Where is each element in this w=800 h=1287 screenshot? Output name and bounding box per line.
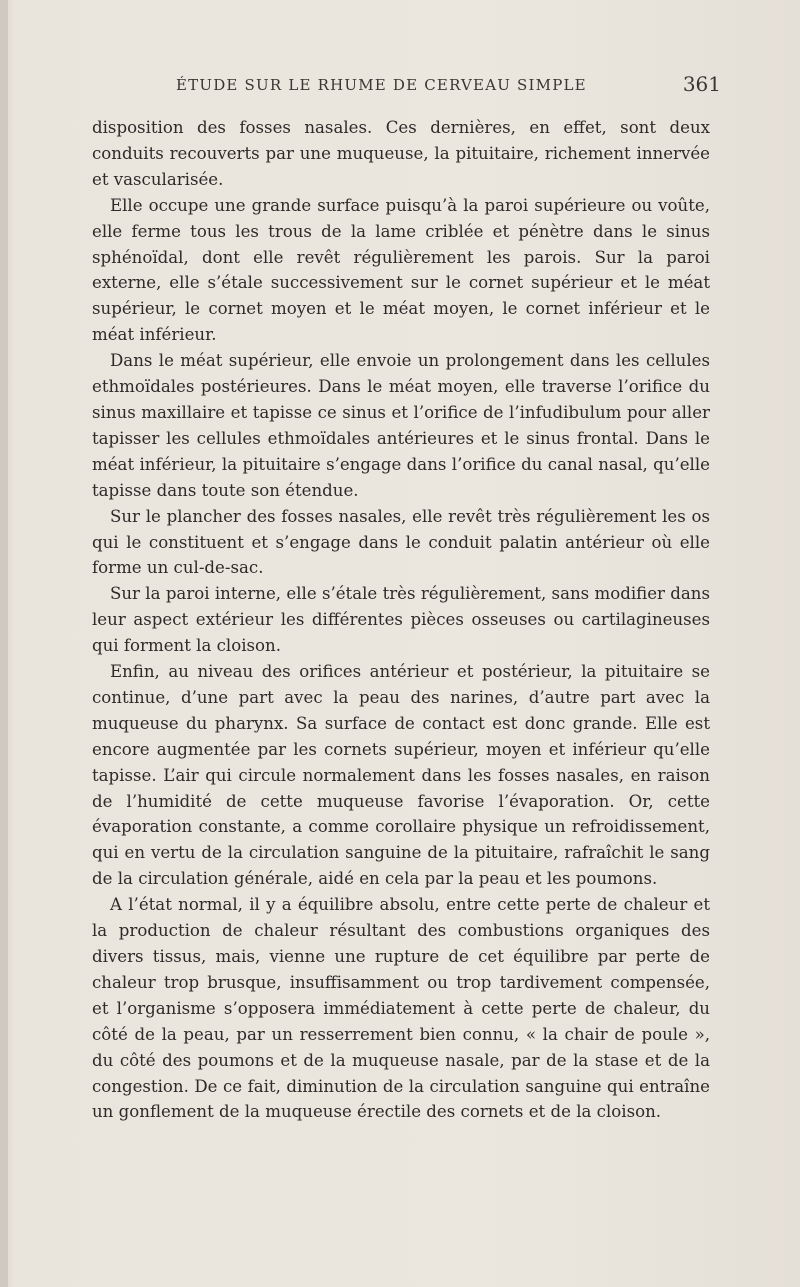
paragraph-6: Enfin, au niveau des orifices antérieur et postérieur, la pituitaire se continue, d’une part avec la peau des narines, d’autre part avec la muqueuse du pharynx. Sa surface de contact est donc grande. Elle est encore augmentée par les cornets supérieur, moyen et inférieur qu’elle tapisse. L’air qui circule normalement dans les fosses nasales, en raison de l’humidité de cette muqueuse favorise l’évaporation. Or, cette évaporation constante, a comme corollaire physique un refroidissement, qui en vertu de la circulation sanguine de la pituitaire, rafraîchit le sang de la circulation générale, aidé en cela par la peau et les poumons. <box>92 662 710 889</box>
running-title: ÉTUDE SUR LE RHUME DE CERVEAU SIMPLE <box>176 76 587 94</box>
paragraph-1: disposition des fosses nasales. Ces dernières, en effet, sont deux conduits recouverts par une muqueuse, la pituitaire, richement innervée et vascularisée. <box>92 118 710 189</box>
page-binding-edge <box>0 0 8 1287</box>
paragraph-7: A l’état normal, il y a équilibre absolu, entre cette perte de chaleur et la production de chaleur résultant des combustions organiques des divers tissus, mais, vienne une rupture de cet équilibre par perte de chaleur trop brusque, insuffisamment ou trop tardivement compensée, et l’organisme s’opposera immédiatement à cette perte de chaleur, du côté de la peau, par un resserrement bien connu, « la chair de poule », du côté des poumons et de la muqueuse nasale, par de la stase et de la congestion. De ce fait, diminution de la circulation sanguine qui entraîne un gonflement de la muqueuse érectile des cornets et de la cloison. <box>92 895 710 1122</box>
paragraph-3: Dans le méat supérieur, elle envoie un prolongement dans les cellules ethmoïdales postérieures. Dans le méat moyen, elle traverse l’orifice du sinus maxillaire et tapisse ce sinus et l’orifice de l’infudibulum pour aller tapisser les cellules ethmoïdales antérieures et le sinus frontal. Dans le méat inférieur, la pituitaire s’engage dans l’orifice du canal nasal, qu’elle tapisse dans toute son étendue. <box>92 351 710 500</box>
paragraph-5: Sur la paroi interne, elle s’étale très régulièrement, sans modifier dans leur aspect extérieur les différentes pièces osseuses ou cartilagineuses qui forment la cloison. <box>92 584 710 656</box>
page-number: 361 <box>682 72 721 96</box>
page-header <box>176 72 721 100</box>
body-text <box>92 115 710 1125</box>
paragraph-4: Sur le plancher des fosses nasales, elle revêt très régulièrement les os qui le constituent et s’engage dans le conduit palatin antérieur où elle forme un cul-de-sac. <box>92 506 710 578</box>
paragraph-2: Elle occupe une grande surface puisqu’à la paroi supérieure ou voûte, elle ferme tous les trous de la lame criblée et pénètre dans le sinus sphénoïdal, dont elle revêt régulièrement les parois. Sur la paroi externe, elle s’étale successivement sur le cornet supérieur et le méat supérieur, le cornet moyen et le méat moyen, le cornet inférieur et le méat inférieur. <box>92 195 710 345</box>
